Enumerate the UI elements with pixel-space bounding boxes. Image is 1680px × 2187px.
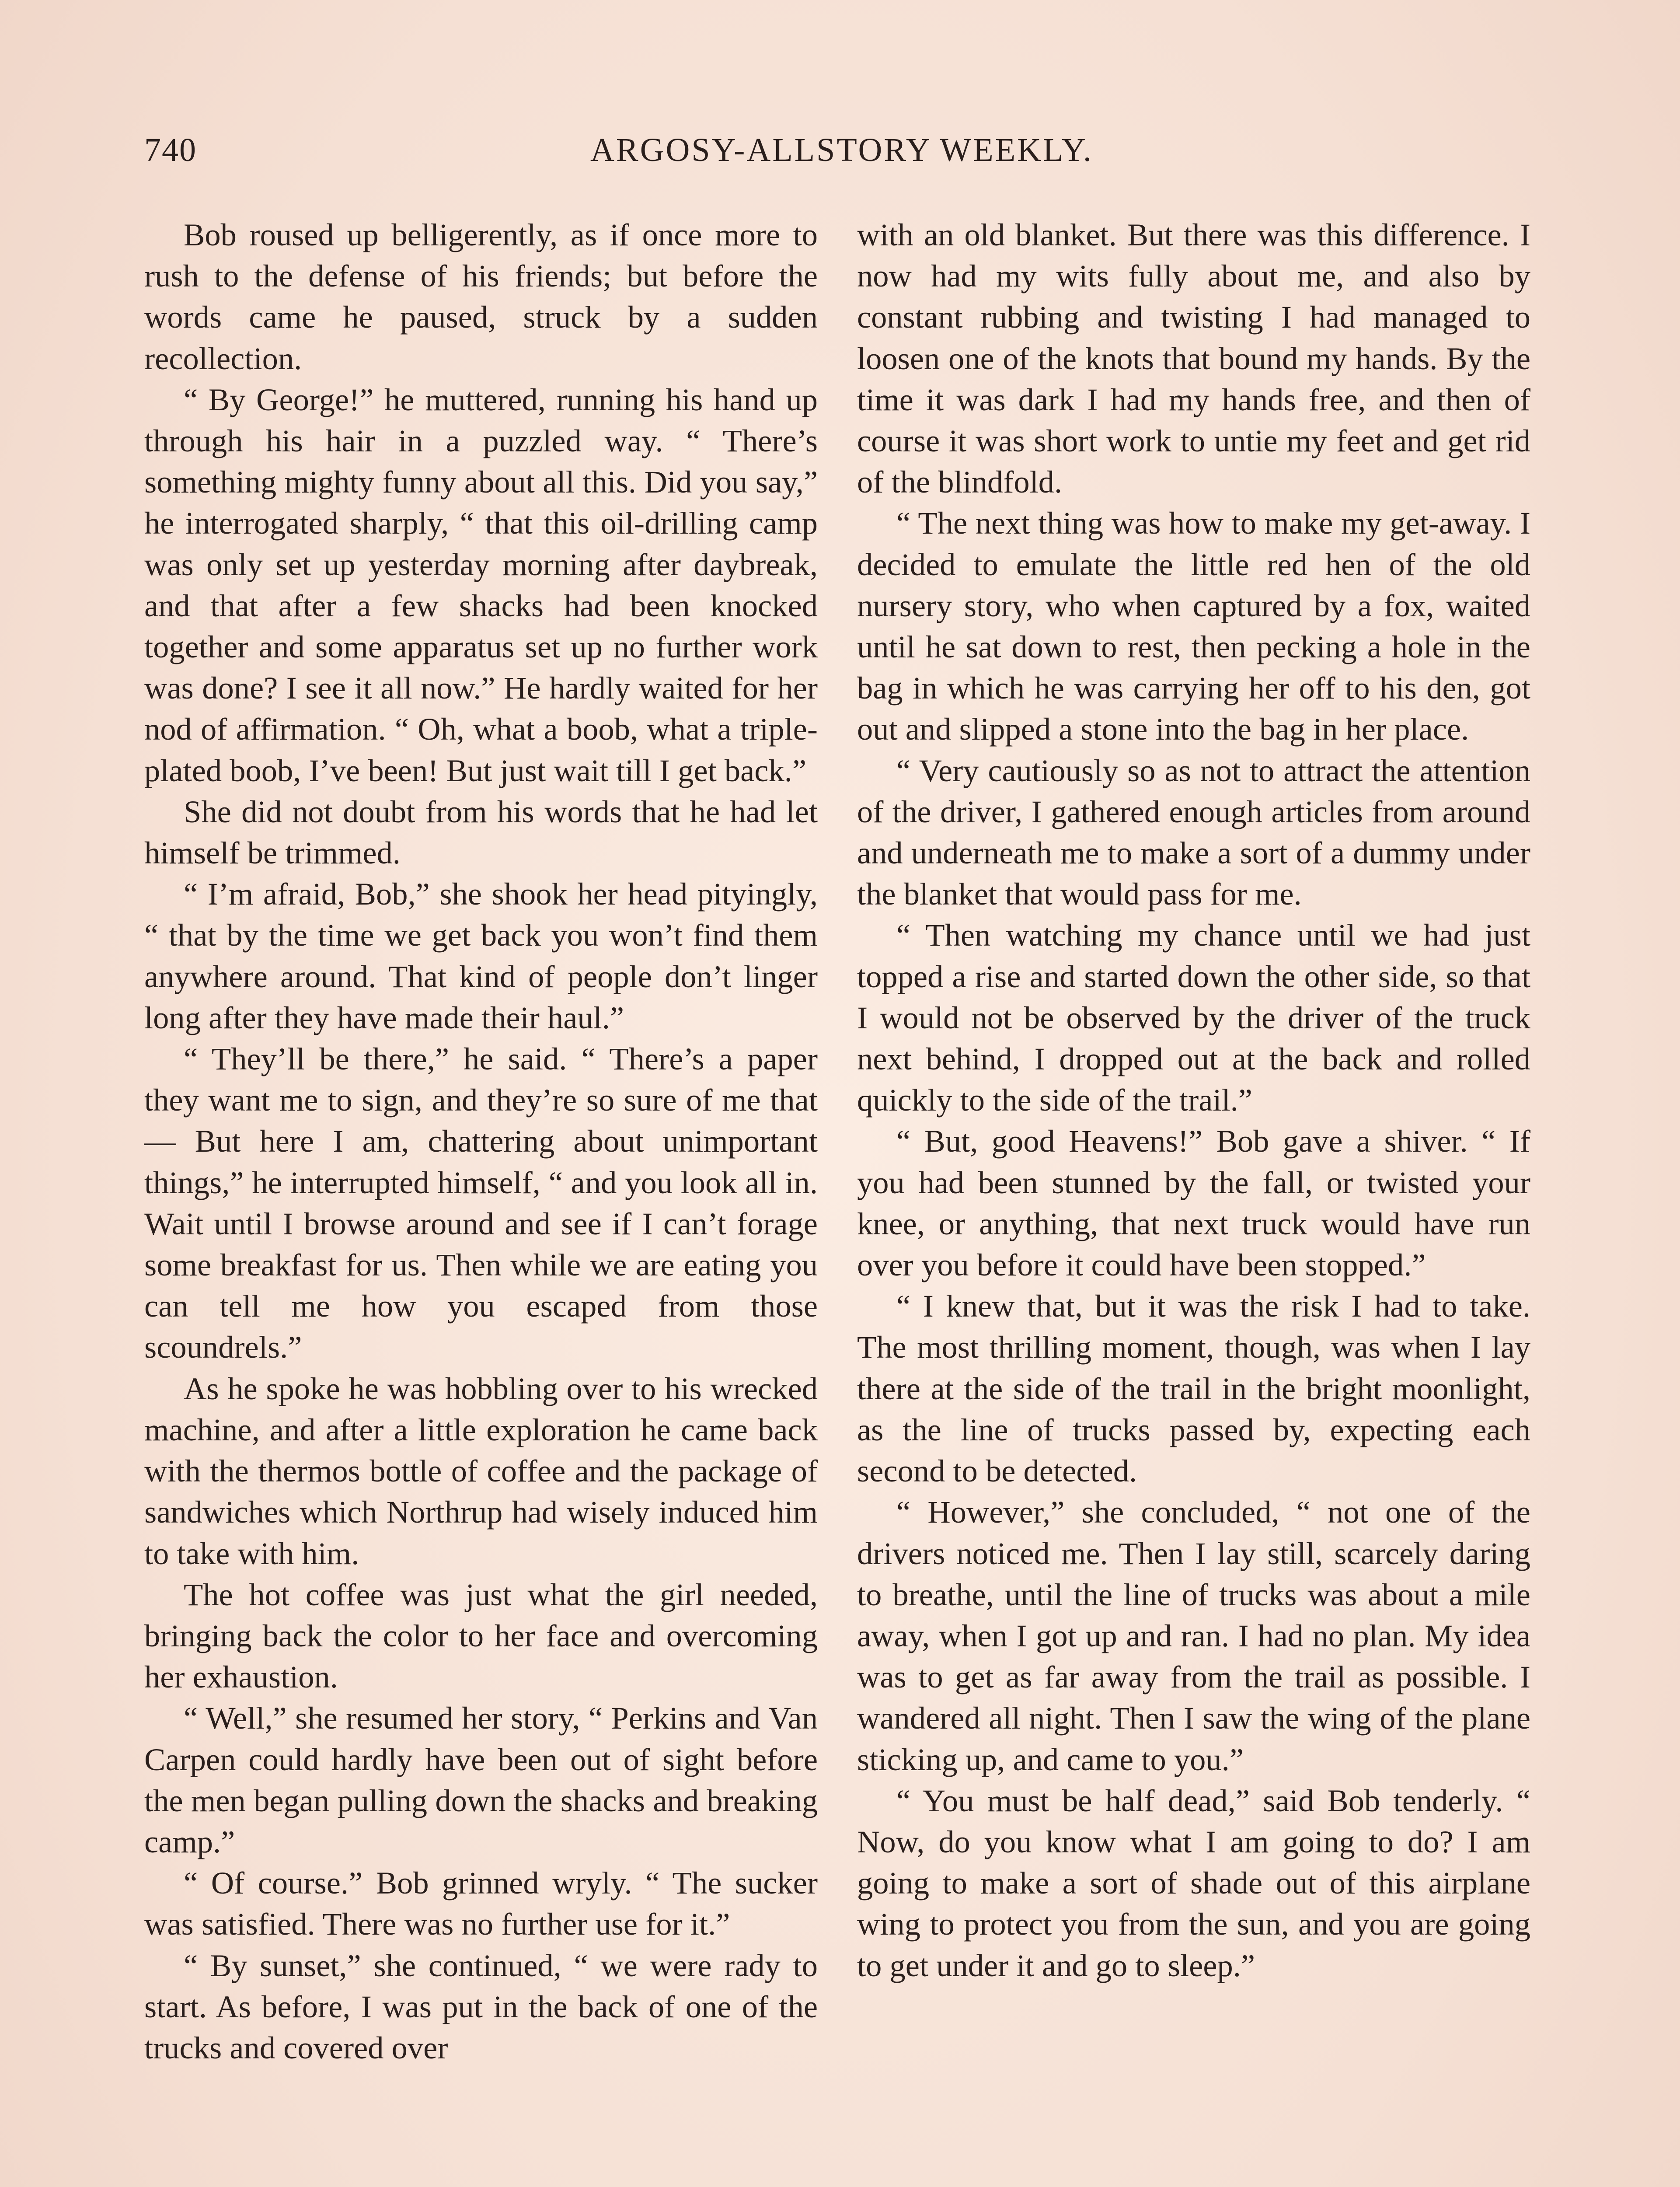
paragraph: “ But, good Heavens!” Bob gave a shiver. “ If you had been stunned by the fall, or twisted your knee, or anything, that next truck would have run over you before it could have been stopped.” xyxy=(857,1123,1530,1283)
paragraph: “ By sunset,” she continued, “ we were rady to start. As before, I was put in the back of one of the trucks and covered over xyxy=(144,1947,818,2065)
paragraph: “ I knew that, but it was the risk I had to take. The most thrilling moment, though, was when I lay there at the side of the trail in the bright moonlight, as the line of trucks passed by, expecting each second to be detected. xyxy=(857,1288,1530,1489)
running-title: ARGOSY-ALLSTORY WEEKLY. xyxy=(590,132,1093,168)
left-column xyxy=(144,214,818,2068)
page-header xyxy=(144,131,1539,184)
paragraph: She did not doubt from his words that he had let himself be trimmed. xyxy=(144,793,818,871)
page-number: 740 xyxy=(144,132,197,168)
right-column xyxy=(857,214,1530,1986)
paragraph: The hot coffee was just what the girl needed, bringing back the color to her face and overcoming her exhaustion. xyxy=(144,1576,818,1695)
paragraph: “ Then watching my chance until we had just topped a rise and started down the other side, so that I would not be observed by the driver of the truck next behind, I dropped out at the back and rolled quickly to the side of the trail.” xyxy=(857,917,1530,1118)
paragraph: As he spoke he was hobbling over to his wrecked machine, and after a little exploration he came back with the thermos bottle of coffee and the package of sandwiches which Northrup had wisely induced him to take with him. xyxy=(144,1370,818,1571)
paragraph: “ The next thing was how to make my get-away. I decided to emulate the little red hen of the old nursery story, who when captured by a fox, waited until he sat down to rest, then pecking a hole in the bag in which he was carrying her off to his den, got out and slipped a stone into the bag in her place. xyxy=(857,505,1530,747)
paragraph: “ However,” she concluded, “ not one of the drivers noticed me. Then I lay still, scarcely daring to breathe, until the line of trucks was about a mile away, when I got up and ran. I had no plan. My idea was to get as far away from the trail as possible. I wandered all night. Then I saw the wing of the plane sticking up, and came to you.” xyxy=(857,1494,1530,1777)
paragraph: “ I’m afraid, Bob,” she shook her head pityingly, “ that by the time we get back you won’t find them anywhere around. That kind of people don’t linger long after they have made their haul.” xyxy=(144,876,818,1035)
paragraph: “ Well,” she resumed her story, “ Perkins and Van Carpen could hardly have been out of sight before the men began pulling down the shacks and breaking camp.” xyxy=(144,1700,818,1859)
paragraph-continuation: with an old blanket. But there was this difference. I now had my wits fully about me, and also by constant rubbing and twisting I had managed to loosen one of the knots that bound my hands. By the time it was dark I had my hands free, and then of course it was short work to untie my feet and get rid of the blindfold. xyxy=(857,217,1530,500)
paragraph: “ They’ll be there,” he said. “ There’s a paper they want me to sign, and they’re so sure of me that— But here I am, chattering about unimportant things,” he interrupted himself, “ and you look all in. Wait until I browse around and see if I can’t forage some breakfast for us. Then while we are eating you can tell me how you escaped from those scoundrels.” xyxy=(144,1041,818,1365)
paragraph: “ You must be half dead,” said Bob tenderly. “ Now, do you know what I am going to do? I am going to make a sort of shade out of this airplane wing to protect you from the sun, and you are going to get under it and go to sleep.” xyxy=(857,1782,1530,1983)
paragraph: “ By George!” he muttered, running his hand up through his hair in a puzzled way. “ There’s something mighty funny about all this. Did you say,” he interrogated sharply, “ that this oil-drilling camp was only set up yesterday morning after daybreak, and that after a few shacks had been knocked together and some apparatus set up no further work was done? I see it all now.” He hardly waited for her nod of affirmation. “ Oh, what a boob, what a triple-plated boob, I’ve been! But just wait till I get back.” xyxy=(144,381,818,788)
paragraph: “ Very cautiously so as not to attract the attention of the driver, I gathered enough articles from around and underneath me to make a sort of a dummy under the blanket that would pass for me. xyxy=(857,752,1530,912)
paragraph: Bob roused up belligerently, as if once more to rush to the defense of his friends; but before the words came he paused, struck by a sudden recollection. xyxy=(144,217,818,376)
paragraph: “ Of course.” Bob grinned wryly. “ The sucker was satisfied. There was no further use for it.” xyxy=(144,1865,818,1942)
